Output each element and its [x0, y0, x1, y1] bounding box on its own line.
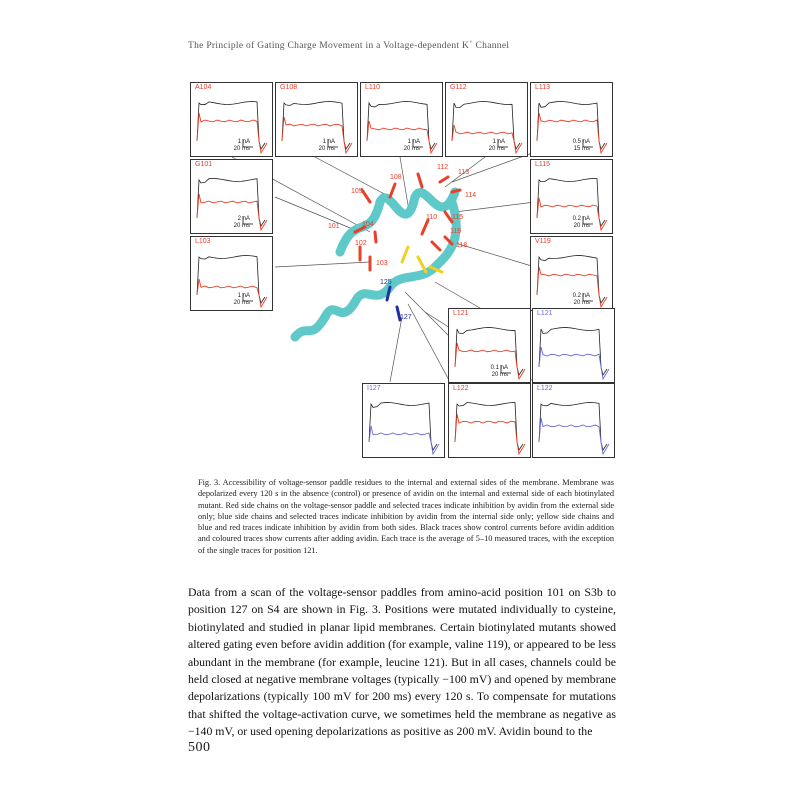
- scale-current: 1 nA: [407, 139, 420, 145]
- residue-label: 115: [452, 214, 464, 221]
- trace-panel: [530, 236, 613, 311]
- current-traces: [191, 83, 274, 158]
- trace-panel: [275, 82, 358, 157]
- figure-caption: Fig. 3. Accessibility of voltage-sensor paddle residues to the internal and external sides of the membrane. Membrane was depolarized every 120 s in the absence (control) or presence of avidin on the internal and external side of each biotinylated mutant. Red side chains on the voltage-sensor paddle and selected traces indicate inhibition by avidin from the external side only; blue side chains and selected traces indicate inhibition by avidin from the internal side only; yellow side chains and blue and red traces indicate inhibition by avidin from both sides. Black traces show control currents before avidin addition and coloured traces show currents after adding avidin. Each trace is the average of 5–10 measured traces, with the exception of the single traces for position 121.: [198, 478, 614, 555]
- avidin-trace: [539, 418, 609, 454]
- trace-panel: [190, 82, 273, 157]
- scale-label: [573, 293, 590, 307]
- control-trace: [539, 328, 607, 375]
- panel-label: L121: [537, 310, 553, 317]
- residue-label: 110: [426, 214, 438, 221]
- scale-current: 0.5 nA: [572, 139, 590, 145]
- control-trace: [369, 403, 437, 450]
- scale-current: 0.1 nA: [490, 365, 508, 371]
- trace-panel: [362, 383, 445, 458]
- panel-label: L113: [535, 84, 551, 91]
- scale-time: 20 ms: [491, 372, 508, 378]
- avidin-trace: [197, 113, 267, 153]
- control-trace: [537, 256, 605, 303]
- trace-panel: [448, 383, 531, 458]
- scale-time: 15 ms: [573, 146, 590, 152]
- scale-label: [234, 293, 250, 307]
- avidin-trace: [539, 347, 609, 379]
- avidin-trace: [452, 125, 522, 153]
- avidin-trace: [282, 117, 352, 153]
- current-traces: [363, 384, 446, 459]
- control-trace: [455, 403, 523, 450]
- current-traces: [446, 83, 529, 158]
- running-header: The Principle of Gating Charge Movement in a Voltage-dependent K+ Channel: [188, 40, 510, 52]
- control-trace: [452, 102, 520, 149]
- scale-time: 20 ms: [488, 146, 505, 152]
- panel-label: G112: [450, 84, 467, 91]
- residue-label: 103: [376, 260, 388, 267]
- trace-panel: [190, 236, 273, 311]
- trace-panel: [530, 159, 613, 234]
- residue-label: 102: [355, 240, 367, 247]
- control-trace: [197, 102, 265, 149]
- residue-label: 118: [456, 242, 468, 249]
- scale-current: 1 nA: [237, 139, 250, 145]
- panel-label: L103: [195, 238, 211, 245]
- residue-label: 125: [380, 279, 392, 286]
- current-traces: [533, 309, 616, 384]
- control-trace: [367, 102, 435, 149]
- trace-panel: [532, 383, 615, 458]
- current-traces: [449, 384, 532, 459]
- scale-current: 1 nA: [492, 139, 505, 145]
- control-trace: [537, 179, 605, 226]
- panel-label: L121: [453, 310, 469, 317]
- avidin-trace: [455, 414, 525, 454]
- scale-time: 20 ms: [233, 300, 250, 306]
- avidin-trace: [369, 426, 439, 454]
- trace-panel: [190, 159, 273, 234]
- panel-label: G101: [195, 161, 213, 168]
- current-traces: [533, 384, 616, 459]
- avidin-trace: [197, 194, 267, 230]
- current-traces: [276, 83, 359, 158]
- avidin-trace: [197, 279, 267, 307]
- panel-label: V119: [535, 238, 551, 245]
- body-paragraph: Data from a scan of the voltage-sensor paddles from amino-acid position 101 on S3b to position 127 on S4 are shown in Fig. 3. Positions were mutated individually to cysteine, biotinylated and studied in planar lipid membranes. Certain biotinylated mutants showed altered gating even before avidin addition (for example, valine 119), or appeared to be less abundant in the membrane (for example, leucine 121). But in all cases, channels could be held closed at negative membrane voltages (typically −100 mV) and opened by membrane depolarizations (typically 100 mV for 200 ms) every 120 s. To compensate for mutations that shifted the voltage-activation curve, we sometimes held the membrane as negative as −140 mV, or used opening depolarizations as positive as 200 mV. Avidin bound to the: [188, 585, 616, 739]
- scale-current: 2 nA: [237, 216, 250, 222]
- residue-label: 108: [390, 174, 402, 181]
- scale-label: [489, 139, 505, 153]
- residue-label: 104: [362, 221, 374, 228]
- scale-time: 20 ms: [233, 146, 250, 152]
- scale-current: 1 nA: [237, 293, 250, 299]
- residue-label: 114: [465, 192, 477, 199]
- scale-label: [234, 216, 250, 230]
- panel-label: G108: [280, 84, 298, 91]
- panel-label: L110: [365, 84, 381, 91]
- residue-label: 112: [437, 164, 449, 171]
- panel-label: A104: [195, 84, 212, 91]
- trace-panel: [532, 308, 615, 383]
- page-number: 500: [188, 740, 211, 755]
- scale-label: [491, 365, 508, 379]
- control-trace: [537, 102, 605, 149]
- residue-label: 101: [328, 223, 340, 230]
- trace-panel: [445, 82, 528, 157]
- scale-label: [234, 139, 250, 153]
- scale-time: 20 ms: [573, 300, 590, 306]
- scale-current: 0.2 nA: [572, 216, 590, 222]
- control-trace: [197, 256, 265, 303]
- figure-3: [190, 82, 620, 460]
- trace-panel: [448, 308, 531, 383]
- residue-label: 127: [400, 314, 412, 321]
- current-traces: [191, 160, 274, 235]
- scale-time: 20 ms: [403, 146, 420, 152]
- trace-panel: [530, 82, 613, 157]
- avidin-trace: [367, 121, 437, 153]
- scale-label: [573, 216, 590, 230]
- residue-label: 105: [351, 188, 363, 195]
- current-traces: [191, 237, 274, 312]
- scale-current: 0.2 nA: [572, 293, 590, 299]
- panel-label: I127: [367, 385, 381, 392]
- residue-label: 119: [450, 228, 462, 235]
- panel-label: L115: [535, 161, 551, 168]
- scale-label: [404, 139, 420, 153]
- scale-time: 20 ms: [573, 223, 590, 229]
- panel-label: L122: [537, 385, 553, 392]
- trace-panel: [360, 82, 443, 157]
- scale-time: 20 ms: [318, 146, 335, 152]
- scale-current: 1 nA: [322, 139, 335, 145]
- panel-label: L122: [453, 385, 469, 392]
- scale-time: 20 ms: [233, 223, 250, 229]
- residue-label: 113: [458, 169, 470, 176]
- scale-label: [573, 139, 590, 153]
- scale-label: [319, 139, 335, 153]
- control-trace: [197, 179, 265, 226]
- current-traces: [361, 83, 444, 158]
